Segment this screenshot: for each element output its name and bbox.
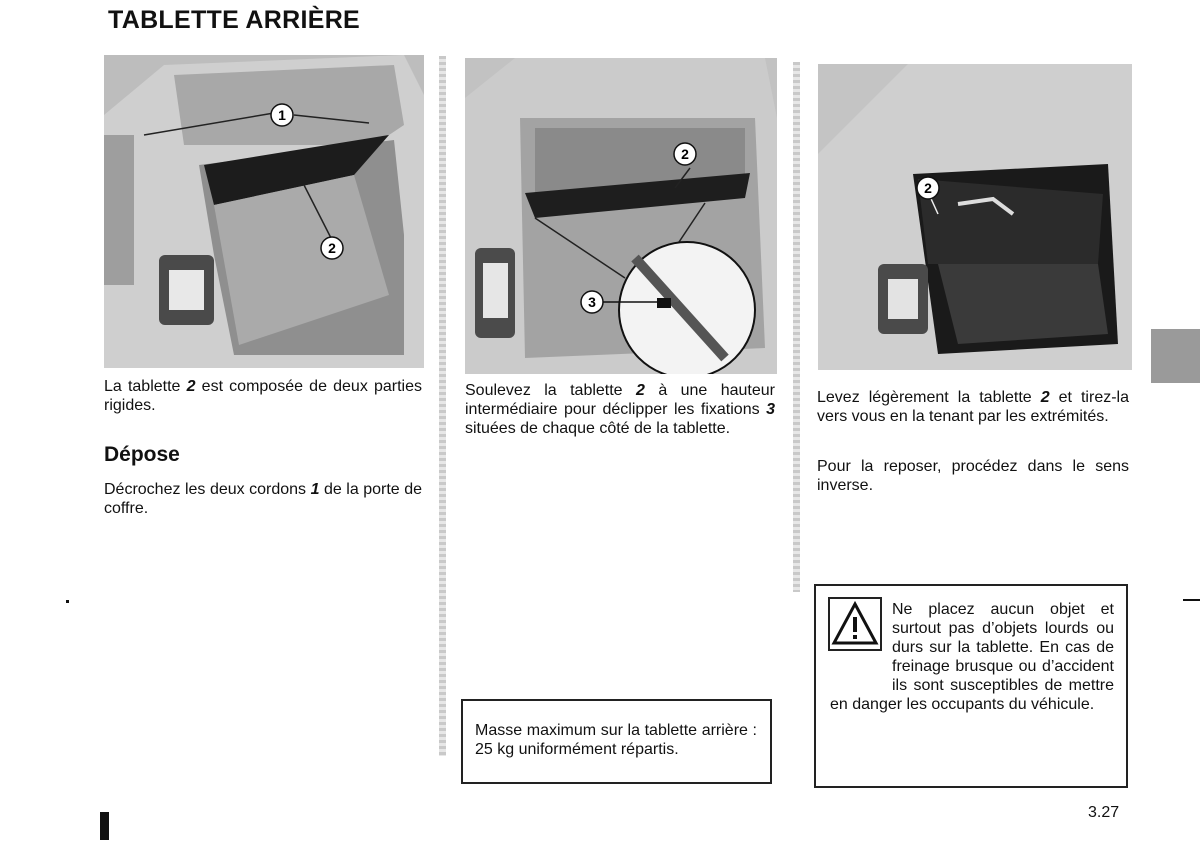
page-number: 3.27 <box>1088 804 1120 821</box>
warning-text <box>830 600 1114 714</box>
callout-label: 2 <box>328 240 336 256</box>
ref-number: 2 <box>186 378 196 395</box>
callout-label: 2 <box>681 146 689 162</box>
margin-mark <box>1183 599 1200 601</box>
column-separator <box>793 62 800 592</box>
trunk-photo-2 <box>465 58 777 374</box>
corner-marker <box>100 812 109 840</box>
load-note-box <box>461 699 772 784</box>
warning-icon-spacer <box>830 600 892 678</box>
warning-box <box>814 584 1128 788</box>
warning-message: Ne placez aucun objet et surtout pas d’objets lourds ou durs sur la tablette. En cas de freinage brusque ou d’accident ils sont susceptibles de mettre en danger les occupants du véhicule. <box>830 601 1114 713</box>
load-note-text: Masse maximum sur la tablette arrière : 25 kg uniformément répartis. <box>475 722 757 758</box>
callout-label: 1 <box>278 107 286 123</box>
col1-paragraph-2: Décrochez les deux cordons 1 de la porte de coffre. <box>104 481 422 517</box>
col3-paragraph-2: Pour la reposer, procédez dans le sens inverse. <box>817 458 1129 494</box>
ref-number: 2 <box>636 382 645 399</box>
ref-number: 3 <box>766 401 775 418</box>
callout-label: 2 <box>924 180 932 196</box>
chapter-tab <box>1151 329 1200 383</box>
page-title: TABLETTE ARRIÈRE <box>108 6 361 34</box>
section-heading: Dépose <box>104 443 180 466</box>
callout-label: 3 <box>588 294 596 310</box>
col1-paragraph-1: La tablette 2 est composée de deux parties rigides. <box>104 378 423 414</box>
trunk-photo-3 <box>818 64 1132 370</box>
margin-dot <box>66 600 69 603</box>
col3-paragraph-1: Levez légèrement la tablette 2 et tirez-la vers vous en la tenant par les extrémités. <box>817 389 1129 425</box>
column-separator <box>439 56 446 756</box>
trunk-photo-1 <box>104 55 424 368</box>
ref-number: 2 <box>1040 389 1050 406</box>
ref-number: 1 <box>310 481 320 498</box>
col2-paragraph-1: Soulevez la tablette 2 à une hauteur intermédiaire pour déclipper les fixations 3 situées de chaque côté de la tablette. <box>465 382 776 437</box>
